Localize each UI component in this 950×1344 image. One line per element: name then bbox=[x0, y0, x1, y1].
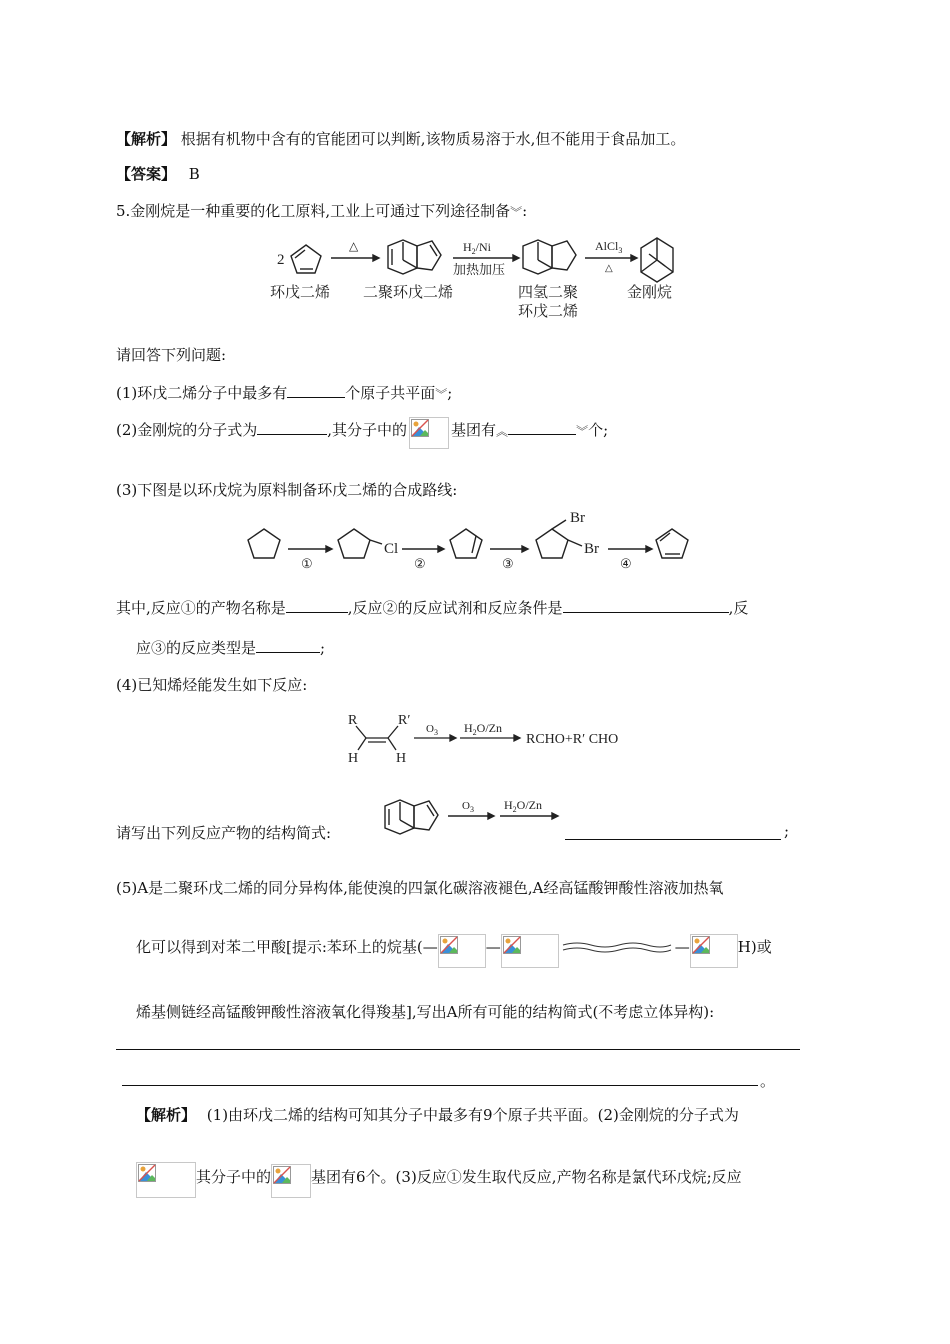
part-2-blank-formula[interactable] bbox=[257, 420, 327, 435]
question-5-stem bbox=[116, 200, 527, 221]
heat-symbol-1: △ bbox=[349, 239, 359, 253]
part-1-text-b: 个原子共平面 bbox=[345, 384, 436, 402]
part-3-text-a: 其中,反应①的产物名称是 bbox=[116, 599, 286, 617]
heat-symbol-2: △ bbox=[605, 263, 613, 274]
caret-mark-icon: ︽ bbox=[496, 424, 509, 439]
answer-paragraph bbox=[116, 163, 200, 184]
coefficient-2: 2 bbox=[277, 252, 285, 268]
heat-pressure-label: 加热加压 bbox=[453, 262, 506, 277]
alcl3-label: AlCl$_3$ bbox=[595, 239, 623, 255]
stem-colon: : bbox=[522, 202, 528, 220]
analysis-2-line-2 bbox=[136, 1162, 742, 1198]
part-5-text-b4: H)或 bbox=[737, 938, 772, 956]
analysis-text: 根据有机物中含有的官能团可以判断,该物质易溶于水,但不能用于食品加工。 bbox=[180, 130, 686, 148]
dicyclopentadiene-ozonolysis-scheme bbox=[378, 792, 568, 842]
step-2-label: ② bbox=[414, 556, 426, 571]
h2o-zn-label: $H_2O/Zn$ bbox=[464, 721, 503, 737]
cyclopentadiene-synthesis-route bbox=[240, 508, 700, 578]
part-2-text-c: 基团有 bbox=[451, 421, 497, 439]
label-cyclopentadiene: 环戊二烯 bbox=[270, 285, 331, 301]
analysis-2-text-3: 基团有6个。(3)反应①发生取代反应,产物名称是氯代环戊烷;反应 bbox=[311, 1168, 742, 1186]
part-3-questions-cont bbox=[136, 637, 325, 658]
part-3-text-e: ; bbox=[320, 639, 326, 657]
br-label-2: Br bbox=[584, 541, 599, 557]
step-4-label: ④ bbox=[620, 556, 632, 571]
analysis-2-label: 【解析】 bbox=[136, 1106, 197, 1124]
step-3-label: ③ bbox=[502, 556, 514, 571]
h2-ni-label: $H_2/Ni$ bbox=[463, 240, 492, 256]
part-3-text-c: ,反 bbox=[728, 599, 749, 617]
part-2-text-b: ,其分子中的 bbox=[327, 421, 408, 439]
part-5-line-1: (5)A是二聚环戊二烯的同分异构体,能使溴的四氯化碳溶液褪色,A经高锰酸钾酸性溶液加热氧 bbox=[116, 879, 724, 897]
analysis-label: 【解析】 bbox=[116, 130, 177, 148]
part-5-answer-line-1[interactable] bbox=[116, 1049, 800, 1050]
part-5-line-3: 烯基侧链经高锰酸钾酸性溶液氧化得羧基],写出A所有可能的结构简式(不考虑立体异构): bbox=[136, 1003, 715, 1021]
ozonolysis-scheme bbox=[340, 708, 650, 766]
analysis-paragraph bbox=[116, 128, 685, 149]
dibromocyclopentane-structure bbox=[536, 529, 568, 558]
part-2-text-d: 个; bbox=[588, 421, 609, 439]
part-3-text-d: 应③的反应类型是 bbox=[136, 639, 257, 657]
step-1-label: ① bbox=[301, 556, 313, 571]
part-5-period: 。 bbox=[760, 1072, 776, 1090]
label-tetrahydro-line1: 四氢二聚 bbox=[518, 285, 579, 301]
part-3-blank-type[interactable] bbox=[256, 638, 320, 653]
part-5-text-b: 化可以得到对苯二甲酸[提示:苯环上的烷基(— bbox=[136, 938, 438, 956]
wavy-mark-icon bbox=[559, 940, 675, 956]
part-5-dash-1: — bbox=[485, 938, 501, 956]
part-1-text-a: (1)环戊二烯分子中最多有 bbox=[116, 384, 288, 402]
answer-label: 【答案】 bbox=[116, 165, 177, 183]
product-label: RCHO+R′ CHO bbox=[526, 732, 619, 747]
chlorocyclopentane-structure bbox=[338, 529, 370, 558]
part-4-semicolon: ; bbox=[784, 822, 790, 840]
o3-label: $O_3$ bbox=[426, 723, 438, 737]
broken-image-icon bbox=[136, 1162, 196, 1198]
part-3-blank-name[interactable] bbox=[286, 598, 348, 613]
label-dicyclopentadiene: 二聚环戊二烯 bbox=[363, 285, 454, 301]
br-label-1: Br bbox=[570, 510, 585, 526]
part-2-text-a: (2)金刚烷的分子式为 bbox=[116, 421, 258, 439]
r-label: R bbox=[348, 713, 358, 728]
analysis-2-text-1: (1)由环戊二烯的结构可知其分子中最多有9个原子共平面。(2)金刚烷的分子式为 bbox=[206, 1106, 739, 1124]
broken-image-icon bbox=[501, 934, 559, 968]
part-5-line-2 bbox=[136, 934, 772, 968]
part-3-text-b: ,反应②的反应试剂和反应条件是 bbox=[347, 599, 563, 617]
broken-image-icon bbox=[271, 1164, 311, 1198]
h-label-1: H bbox=[348, 751, 359, 766]
label-tetrahydro-line2: 环戊二烯 bbox=[518, 304, 579, 320]
chevron-mark-icon: ︾ bbox=[510, 205, 523, 220]
analysis-2-line-1 bbox=[136, 1104, 739, 1125]
part-2-blank-count[interactable] bbox=[508, 420, 576, 435]
cl-label: Cl bbox=[384, 541, 399, 557]
chevron-mark-icon: ︾ bbox=[576, 424, 589, 439]
part-2 bbox=[116, 417, 608, 449]
part-3: (3)下图是以环戊烷为原料制备环戊二烯的合成路线: bbox=[116, 481, 458, 499]
tetrahydrodicyclopentadiene-structure bbox=[523, 240, 576, 274]
dicyclopentadiene-structure bbox=[388, 240, 441, 274]
h-label-2: H bbox=[396, 751, 407, 766]
part-4: (4)已知烯烃能发生如下反应: bbox=[116, 676, 308, 694]
broken-image-icon bbox=[409, 417, 449, 449]
analysis-2-text-2: 其分子中的 bbox=[196, 1168, 272, 1186]
part-3-questions bbox=[116, 597, 748, 618]
adamantane-synthesis-scheme bbox=[265, 232, 695, 322]
cyclopentene-structure bbox=[450, 529, 482, 558]
chevron-mark-icon: ︾ bbox=[435, 387, 448, 402]
broken-image-icon bbox=[438, 934, 486, 968]
answer-text: B bbox=[188, 165, 200, 183]
part-4-answer-line[interactable] bbox=[565, 839, 781, 840]
h2o-zn-label-2: $H_2O/Zn$ bbox=[504, 798, 543, 814]
part-3-blank-conditions[interactable] bbox=[563, 598, 729, 613]
prompt-text: 请回答下列问题: bbox=[116, 346, 227, 364]
broken-image-icon bbox=[690, 934, 738, 968]
adamantane-structure bbox=[641, 238, 673, 282]
part-5-answer-line-2[interactable] bbox=[122, 1085, 758, 1086]
o3-label-2: $O_3$ bbox=[462, 800, 474, 814]
part-1-text-c: ; bbox=[447, 384, 453, 402]
part-4-question: 请写出下列反应产物的结构简式: bbox=[116, 824, 332, 842]
label-adamantane: 金刚烷 bbox=[627, 285, 673, 301]
part-5-dash-2: — bbox=[674, 938, 690, 956]
part-1 bbox=[116, 382, 452, 403]
r-prime-label: R′ bbox=[398, 713, 411, 728]
cyclopentane-structure bbox=[248, 529, 280, 558]
part-1-blank[interactable] bbox=[287, 383, 345, 398]
question-5-stem-text: 5.金刚烷是一种重要的化工原料,工业上可通过下列途径制备 bbox=[116, 202, 511, 220]
